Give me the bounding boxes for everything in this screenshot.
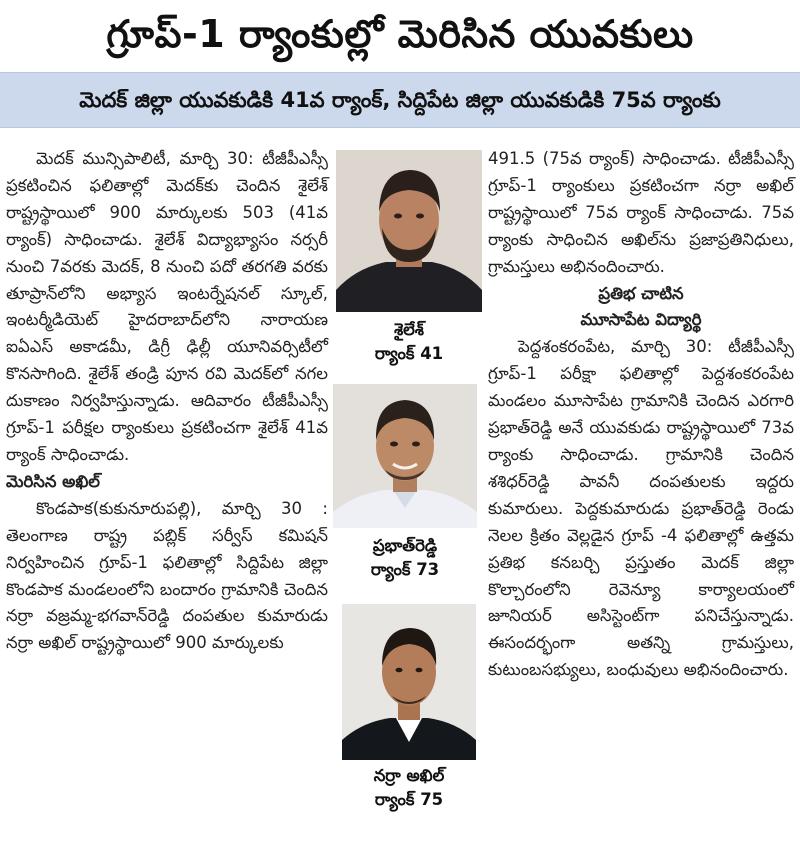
article-paragraph: పెద్దశంకరంపేట, మార్చి 30: టీజీపీఎస్సీ గ్రూప్-1 పరీక్షా ఫలితాల్లో పెద్దశంకరంపేట మండలం మూసాపేట గ్రామానికి చెందిన ఎరగారి ప్రభాత్‌రెడ్డి అనే యువకుడు రాష్ట్రస్థాయిలో 73వ ర్యాంకు సాధించాడు. గ్రామానికి చెందిన శశిధర్‌రెడ్డి పావనీ దంపతులకు ఇద్దరు కుమారులు. పెద్దకుమారుడు ప్రభాత్‌రెడ్డి రెండు నెలల క్రితం వెల్లడైన గ్రూప్ -4 ఫలితాల్లో ఉత్తమ ప్రతిభ కనబర్చి ప్రస్తుతం మెదక్ జిల్లా కొల్చారంలోని రెవెన్యూ కార్యాలయంలో జూనియర్ అసిస్టెంట్‌గా పనిచేస్తున్నాడు. ఈసందర్భంగా అతన్ని గ్రామస్తులు, కుటుంబసభ్యులు, బంధువులు అభినందించారు. <box>488 337 794 680</box>
section-subhead: ప్రతిభ చాటిన <box>598 283 684 303</box>
portrait-photo-prabhath <box>333 384 477 528</box>
caption-rank: ర్యాంక్ 75 <box>374 790 444 809</box>
portrait-photo-akhil <box>342 604 476 760</box>
portrait-photo-shailesh <box>336 150 482 312</box>
section-subhead: మెరిసిన అఖిల్ <box>6 471 100 491</box>
article-paragraph: 491.5 (75వ ర్యాంక్) సాధించాడు. టీజీపీఎస్సీ గ్రూప్-1 ర్యాంకులు ప్రకటించగా నర్రా అఖిల్ రాష్ట్రస్థాయిలో 75వ ర్యాంక్ సాధించాడు. 75వ ర్యాంకు సాధించిన అఖిల్‌ను ప్రజాప్రతినిధులు, గ్రామస్తులు అభినందించారు. <box>488 149 794 276</box>
caption-name: ప్రభాత్‌రెడ్డి <box>372 536 438 555</box>
caption-rank: ర్యాంక్ 73 <box>370 560 440 579</box>
caption-name: శైలేశ్ <box>394 320 424 339</box>
caption-rank: ర్యాంక్ 41 <box>374 344 444 363</box>
photo-caption <box>336 318 482 366</box>
section-subhead: మూసాపేట విద్యార్థి <box>580 310 702 330</box>
photo-caption <box>342 764 476 812</box>
page-title: గ్రూప్-1 ర్యాంకుల్లో మెరిసిన యువకులు <box>106 12 694 56</box>
article-paragraph: మెదక్ మున్సిపాలిటీ, మార్చి 30: టీజీపీఎస్సీ ప్రకటించిన ఫలితాల్లో మెదక్‌కు చెందిన శైలేశ్ రాష్ట్రస్థాయిలో 900 మార్కులకు 503 (41వ ర్యాంక్) సాధించాడు. శైలేశ్ విద్యాభ్యాసం నర్సరీ నుంచి 7వరకు మెదక్, 8 నుంచి పదో తరగతి వరకు తూప్రాన్‌లోని అభ్యాస ఇంటర్నేషనల్ స్కూల్, ఇంటర్మీడియెట్ హైదరాబాద్‌లోని నారాయణ ఐఏఎస్ అకాడమీ, డిగ్రీ ఢిల్లీ యూనివర్సిటీలో కొనసాగింది. శైలేశ్ తండ్రి పూన రవి మెదక్‌లో నగల దుకాణం నిర్వహిస్తున్నాడు. ఆదివారం టీజీపీఎస్సీ గ్రూప్-1 పరీక్షల ర్యాంకులు ప్రకటించగా శైలేశ్ 41వ ర్యాంక్ సాధించాడు. <box>6 149 328 464</box>
right-column <box>488 146 794 684</box>
caption-name: నర్రా అఖిల్ <box>373 766 445 785</box>
left-column <box>6 146 328 657</box>
article-paragraph: కొండపాక(కుకునూరుపల్లి), మార్చి 30 : తెలంగాణ రాష్ట్ర పబ్లిక్ సర్వీస్ కమిషన్ నిర్వహించిన గ్రూప్-1 ఫలితాల్లో సిద్దిపేట జిల్లా కొండపాక మండలంలోని బందారం గ్రామానికి చెందిన నర్రా వజ్రమ్మ-భగవాన్‌రెడ్డి దంపతుల కుమారుడు నర్రా అఖిల్ రాష్ట్రస్థాయిలో 900 మార్కులకు <box>6 498 328 653</box>
photo-caption <box>333 534 477 582</box>
subheadline-band: మెదక్ జిల్లా యువకుడికి 41వ ర్యాంక్, సిద్దిపేట జిల్లా యువకుడికి 75వ ర్యాంకు <box>0 72 800 128</box>
